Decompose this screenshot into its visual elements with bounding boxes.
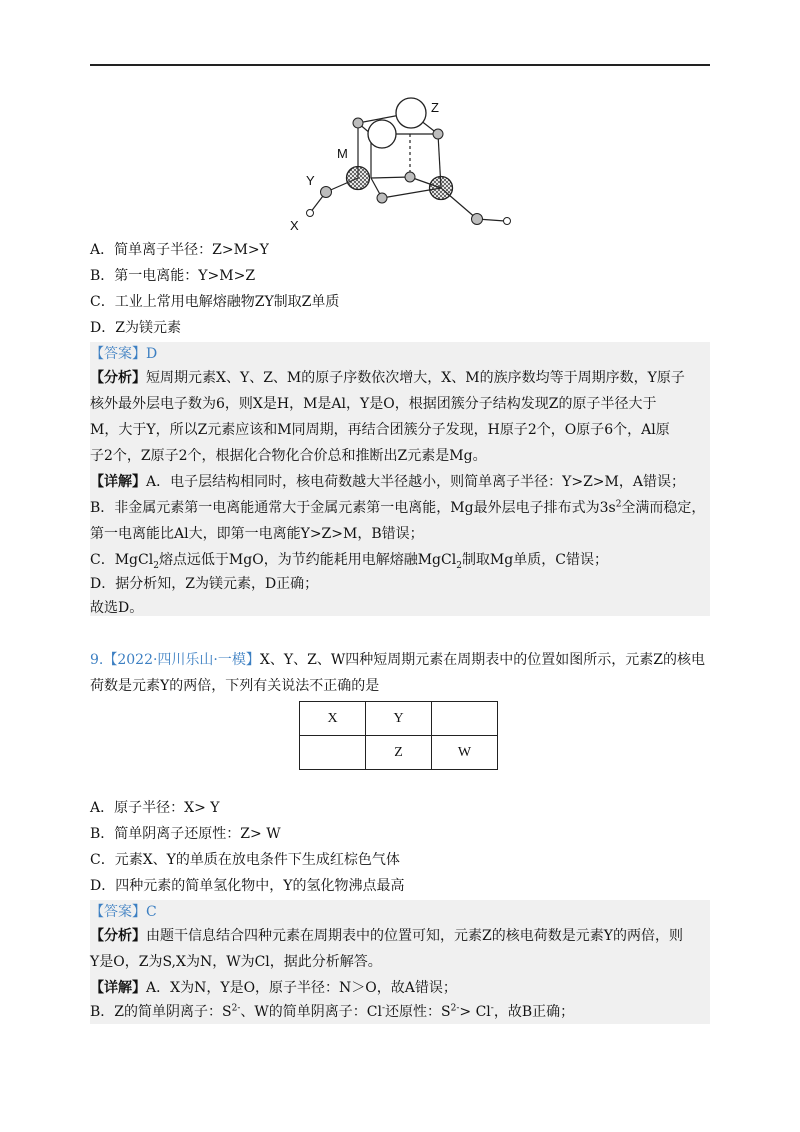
cell-y: Y	[366, 702, 432, 736]
cell-z: Z	[366, 736, 432, 770]
q8-solution-block	[90, 342, 710, 616]
q8-option-b: B．第一电离能：Y>M>Z	[90, 268, 256, 284]
q8-analysis-1: 【分析】短周期元素X、Y、Z、M的原子序数依次增大，X、M的族序数均等于周期序数，Y原子	[90, 370, 685, 386]
q8-option-d: D．Z为镁元素	[90, 320, 181, 336]
q9-option-a: A．原子半径：X> Y	[90, 800, 220, 816]
label-z: Z	[431, 100, 439, 115]
q9-detail-b: B．Z的简单阴离子：$S^{2-}$、W的简单阴离子：Cl-还原性：$S^{2-}> Cl^-$，故B正确；	[90, 1003, 575, 1020]
q8-option-a: A．简单离子半径：Z>M>Y	[90, 242, 269, 258]
q9-analysis-1: 【分析】由题干信息结合四种元素在周期表中的位置可知，元素Z的核电荷数是元素Y的两倍，则	[90, 928, 683, 944]
q8-analysis-2: 核外最外层电子数为6，则X是H，M是Al，Y是O，根据团簇分子结构发现Z的原子半径大于	[90, 396, 657, 412]
label-x: X	[290, 218, 299, 232]
q8-detail-d: D．据分析知，Z为镁元素，D正确；	[90, 576, 319, 592]
q8-detail-c: C．MgCl$_2$熔点远低于MgO，为节约能耗用电解熔融MgCl$_2$制取Mg单质，C错误；	[90, 552, 608, 571]
q9-stem-2: 荷数是元素Y的两倍，下列有关说法不正确的是	[90, 678, 380, 694]
q9-option-b: B．简单阴离子还原性：Z> W	[90, 826, 281, 842]
q9-analysis-2: Y是O，Z为S,X为N，W为Cl，据此分析解答。	[90, 954, 382, 970]
q9-detail-a: 【详解】A．X为N，Y是O，原子半径：N＞O，故A错误；	[90, 980, 457, 996]
cell-empty-1	[432, 702, 498, 736]
q8-detail-b1: B．非金属元素第一电离能通常大于金属元素第一电离能，Mg最外层电子排布式为$3s^2$全满而稳定，	[90, 499, 706, 516]
cell-w: W	[432, 736, 498, 770]
q9-solution-block	[90, 900, 710, 1024]
q8-option-c: C．工业上常用电解熔融物ZY制取Z单质	[90, 294, 340, 310]
q8-analysis-4: 子2个，Z原子2个，根据化合物化合价总和推断出Z元素是Mg。	[90, 448, 487, 464]
top-rule	[90, 64, 710, 66]
q9-option-d: D．四种元素的简单氢化物中，Y的氢化物沸点最高	[90, 878, 405, 894]
q8-detail-a: 【详解】A．电子层结构相同时，核电荷数越大半径越小，则简单离子半径：Y>Z>M，A错误；	[90, 474, 685, 490]
cluster-molecule-figure	[285, 92, 520, 232]
q8-answer: 【答案】D	[90, 346, 158, 362]
cell-x: X	[300, 702, 366, 736]
q8-conclusion: 故选D。	[90, 600, 144, 616]
q9-stem-1: 9.【2022·四川乐山·一模】X、Y、Z、W四种短周期元素在周期表中的位置如图所示，元素Z的核电	[90, 652, 705, 668]
q9-option-c: C．元素X、Y的单质在放电条件下生成红棕色气体	[90, 852, 400, 868]
label-y: Y	[306, 173, 315, 188]
periodic-table-excerpt	[299, 701, 498, 770]
q9-answer: 【答案】C	[90, 904, 157, 920]
cell-empty-2	[300, 736, 366, 770]
q8-detail-b2: 第一电离能比Al大，即第一电离能Y>Z>M，B错误；	[90, 526, 424, 542]
q8-analysis-3: M，大于Y，所以Z元素应该和M同周期，再结合团簇分子发现，H原子2个，O原子6个，Al原	[90, 422, 670, 438]
label-m: M	[337, 146, 348, 161]
